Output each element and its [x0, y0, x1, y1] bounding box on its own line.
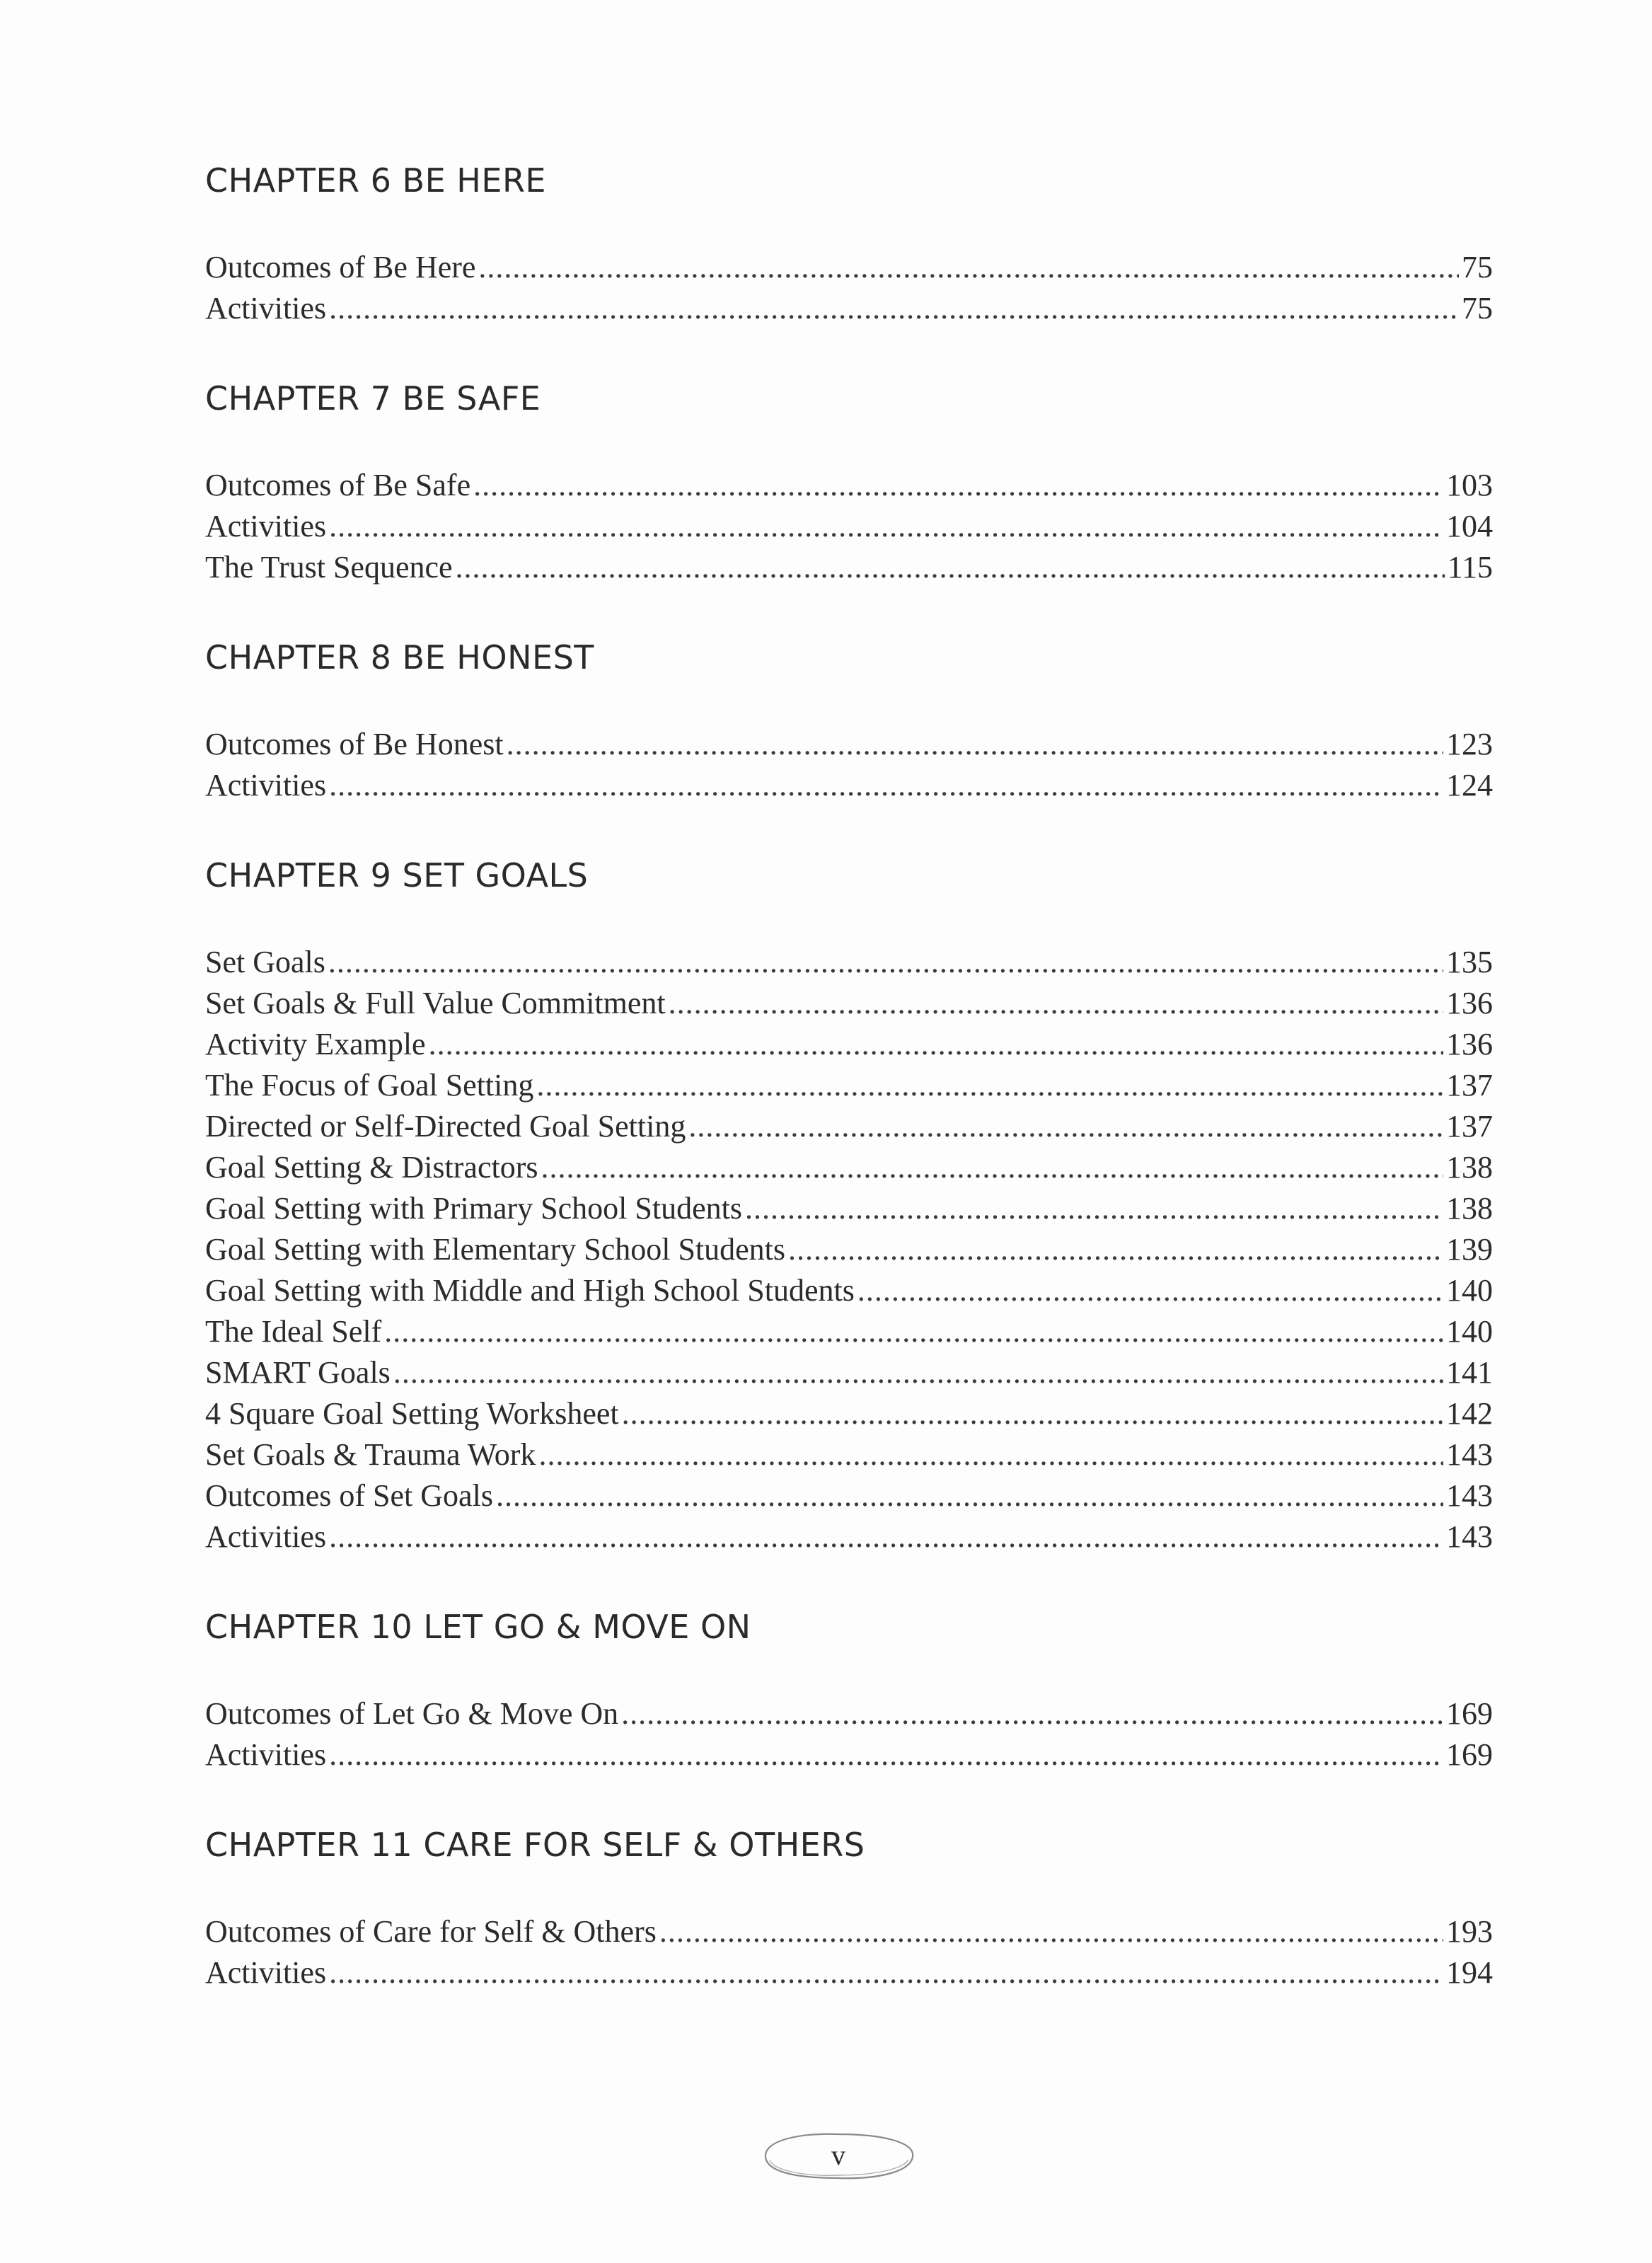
- toc-entry: [205, 1478, 1493, 1519]
- entry-title: Goal Setting & Distractors: [205, 1150, 538, 1185]
- entry-title: SMART Goals: [205, 1355, 391, 1390]
- entry-title: Set Goals & Full Value Commitment: [205, 986, 666, 1020]
- entry-title: Goal Setting with Middle and High School Students: [205, 1273, 855, 1308]
- toc-entry: [205, 1436, 1493, 1478]
- toc-entry: [205, 467, 1493, 508]
- entry-page-number: 143: [1446, 1437, 1493, 1472]
- entry-title: Outcomes of Let Go & Move On: [205, 1696, 619, 1731]
- chapter-entries: [205, 249, 1493, 331]
- entry-title: The Focus of Goal Setting: [205, 1068, 534, 1102]
- chapter-entries: [205, 726, 1493, 808]
- entry-page-number: 123: [1446, 727, 1493, 761]
- chapter-heading: CHAPTER 6 BE HERE: [205, 161, 546, 200]
- toc-entry: [205, 249, 1493, 290]
- entry-page-number: 104: [1446, 509, 1493, 543]
- dot-leader: [622, 1395, 1443, 1432]
- entry-title: Outcomes of Be Here: [205, 250, 476, 284]
- toc-entry: [205, 1231, 1493, 1272]
- dot-leader: [456, 549, 1445, 585]
- toc-entry: [205, 985, 1493, 1026]
- entry-page-number: 124: [1446, 768, 1493, 802]
- toc-entry: [205, 1395, 1493, 1436]
- entry-page-number: 103: [1446, 468, 1493, 502]
- dot-leader: [329, 1737, 1443, 1773]
- entry-title: Outcomes of Care for Self & Others: [205, 1914, 657, 1949]
- entry-page-number: 136: [1446, 1027, 1493, 1061]
- entry-title: Activities: [205, 1519, 327, 1554]
- entry-title: Set Goals: [205, 945, 325, 979]
- entry-page-number: 136: [1446, 986, 1493, 1020]
- entry-title: Activity Example: [205, 1027, 426, 1061]
- dot-leader: [329, 290, 1459, 326]
- entry-title: Directed or Self-Directed Goal Setting: [205, 1109, 686, 1144]
- toc-entry: [205, 1695, 1493, 1737]
- dot-leader: [384, 1313, 1443, 1349]
- dot-leader: [659, 1913, 1443, 1950]
- entry-page-number: 140: [1446, 1273, 1493, 1308]
- chapter-section: [205, 634, 1493, 808]
- entry-title: Set Goals & Trauma Work: [205, 1437, 536, 1472]
- entry-page-number: 142: [1446, 1396, 1493, 1431]
- chapter-section: [205, 1603, 1493, 1778]
- chapter-section: [205, 1821, 1493, 1996]
- entry-page-number: 138: [1446, 1150, 1493, 1185]
- entry-page-number: 169: [1446, 1696, 1493, 1731]
- dot-leader: [507, 726, 1443, 762]
- toc-entry: [205, 290, 1493, 331]
- toc-entry: [205, 1313, 1493, 1354]
- dot-leader: [857, 1272, 1443, 1308]
- chapter-section: [205, 852, 1493, 1560]
- entry-title: The Trust Sequence: [205, 550, 453, 585]
- dot-leader: [536, 1067, 1443, 1103]
- entry-title: The Ideal Self: [205, 1314, 382, 1349]
- dot-leader: [329, 1519, 1443, 1555]
- entry-page-number: 139: [1446, 1232, 1493, 1267]
- chapter-entries: [205, 944, 1493, 1560]
- entry-page-number: 75: [1462, 291, 1493, 326]
- chapter-heading: CHAPTER 7 BE SAFE: [205, 379, 541, 418]
- dot-leader: [788, 1231, 1443, 1267]
- dot-leader: [669, 985, 1443, 1021]
- dot-leader: [621, 1695, 1443, 1732]
- chapter-heading: CHAPTER 8 BE HONEST: [205, 638, 594, 676]
- dot-leader: [541, 1149, 1444, 1185]
- entry-page-number: 137: [1446, 1068, 1493, 1102]
- toc-entry: [205, 726, 1493, 767]
- entry-page-number: 140: [1446, 1314, 1493, 1349]
- dot-leader: [393, 1354, 1443, 1390]
- toc-entry: [205, 1737, 1493, 1778]
- toc-entry: [205, 767, 1493, 808]
- toc-entry: [205, 1026, 1493, 1067]
- toc-entry: [205, 549, 1493, 590]
- entry-title: 4 Square Goal Setting Worksheet: [205, 1396, 619, 1431]
- entry-page-number: 169: [1446, 1737, 1493, 1772]
- dot-leader: [329, 508, 1443, 544]
- dot-leader: [328, 944, 1443, 980]
- dot-leader: [329, 767, 1443, 803]
- dot-leader: [745, 1190, 1443, 1226]
- entry-title: Activities: [205, 1955, 327, 1990]
- entry-title: Activities: [205, 768, 327, 802]
- entry-page-number: 137: [1446, 1109, 1493, 1144]
- toc-entry: [205, 508, 1493, 549]
- toc-entry: [205, 1190, 1493, 1231]
- entry-page-number: 143: [1446, 1519, 1493, 1554]
- entry-title: Activities: [205, 291, 327, 326]
- chapter-heading: CHAPTER 9 SET GOALS: [205, 856, 589, 894]
- chapter-entries: [205, 1695, 1493, 1778]
- dot-leader: [688, 1108, 1443, 1144]
- entry-page-number: 141: [1446, 1355, 1493, 1390]
- chapter-heading: CHAPTER 10 LET GO & MOVE ON: [205, 1608, 751, 1646]
- dot-leader: [538, 1436, 1443, 1473]
- toc-entry: [205, 1108, 1493, 1149]
- dot-leader: [478, 249, 1459, 285]
- entry-page-number: 115: [1447, 550, 1493, 585]
- toc-entry: [205, 1519, 1493, 1560]
- entry-title: Outcomes of Be Honest: [205, 727, 504, 761]
- toc-entry: [205, 1149, 1493, 1190]
- dot-leader: [429, 1026, 1443, 1062]
- entry-page-number: 75: [1462, 250, 1493, 284]
- toc-entry: [205, 1272, 1493, 1313]
- entry-page-number: 143: [1446, 1478, 1493, 1513]
- dot-leader: [473, 467, 1443, 503]
- toc-entry: [205, 1913, 1493, 1954]
- entry-page-number: 135: [1446, 945, 1493, 979]
- page-footer: [751, 2126, 925, 2185]
- chapter-entries: [205, 467, 1493, 590]
- entry-title: Goal Setting with Primary School Students: [205, 1191, 742, 1226]
- dot-leader: [496, 1478, 1443, 1514]
- toc-entry: [205, 1354, 1493, 1395]
- entry-title: Outcomes of Be Safe: [205, 468, 471, 502]
- dot-leader: [329, 1954, 1443, 1991]
- chapter-section: [205, 375, 1493, 590]
- chapter-section: [205, 157, 1493, 331]
- toc-entry: [205, 944, 1493, 985]
- entry-page-number: 194: [1446, 1955, 1493, 1990]
- entry-page-number: 193: [1446, 1914, 1493, 1949]
- entry-title: Outcomes of Set Goals: [205, 1478, 493, 1513]
- toc-entry: [205, 1067, 1493, 1108]
- entry-title: Activities: [205, 1737, 327, 1772]
- toc-entry: [205, 1954, 1493, 1996]
- chapter-entries: [205, 1913, 1493, 1996]
- chapter-heading: CHAPTER 11 CARE FOR SELF & OTHERS: [205, 1826, 865, 1864]
- entry-title: Activities: [205, 509, 327, 543]
- page-number: v: [831, 2139, 845, 2171]
- entry-page-number: 138: [1446, 1191, 1493, 1226]
- entry-title: Goal Setting with Elementary School Students: [205, 1232, 786, 1267]
- table-of-contents: [205, 157, 1493, 2039]
